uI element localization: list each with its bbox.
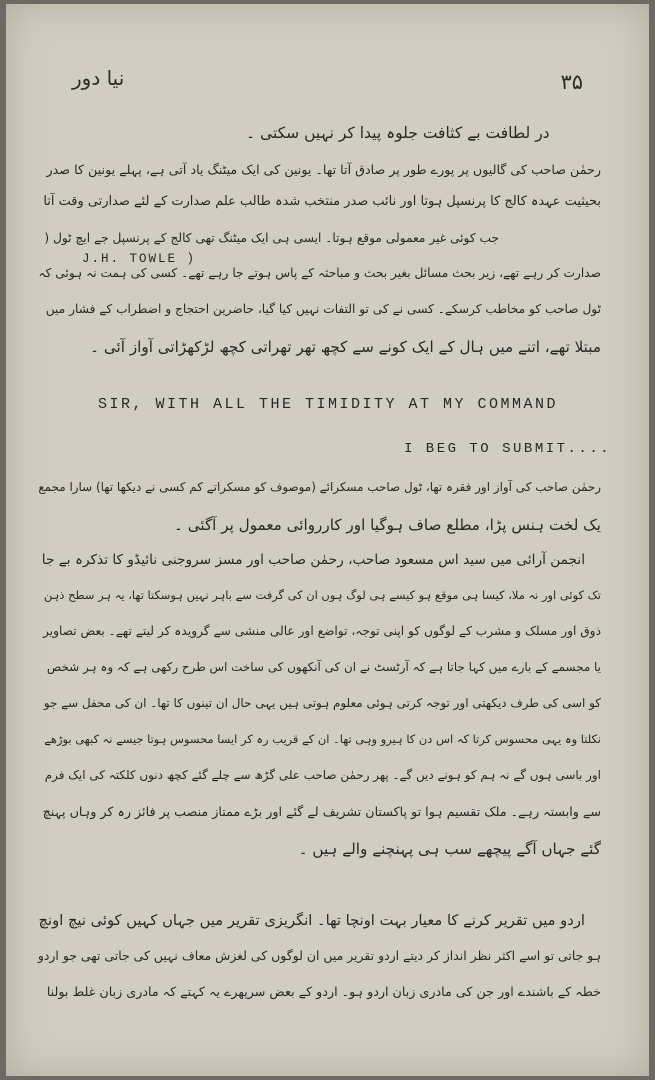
- paragraph-3-line-9: گئے جہاں آگے پیچھے سب ہی پہنچنے والے ہیں ۔: [298, 840, 601, 858]
- paragraph-1-line-5: ٹول صاحب کو مخاطب کرسکے۔ کسی نے کی تو التفات نہیں کیا گیا، حاضرین احتجاج و اضطراب کے فشار میں: [45, 302, 601, 316]
- paragraph-1-line-3: جب کوئی غیر معمولی موقع ہوتا۔ ایسی ہی ایک میٹنگ تھی کالج کے پرنسپل جے ایچ ٹول (: [44, 231, 499, 245]
- paragraph-1-line-2: بحیثیت عہدہ کالج کا پرنسپل ہوتا اور نائب صدر منتخب شدہ طالب علم صدارت کے لئے صدارتی وقت آتا: [43, 194, 601, 209]
- inline-english-name: J.H. TOWLE ): [82, 252, 197, 266]
- book-page: [6, 4, 649, 1076]
- paragraph-3-line-5: کو اسی کی طرف دیکھتی اور توجہ کرتی ہوئی معلوم ہوتی ہیں یہی حال ان تینوں کا تھا۔ ان کی محفل سے جو: [43, 696, 601, 710]
- paragraph-3-line-2: تک کوئی اور نہ ملا، کیسا ہی موقع ہو کیسے ہی لوگ ہوں ان کی گرفت سے باہر نہیں ہوسکتا تھا، یہ ہر سطح ذہن: [43, 588, 601, 602]
- english-quote-line-1: SIR, WITH ALL THE TIMIDITY AT MY COMMAND: [98, 396, 559, 413]
- paragraph-4-line-1: اردو میں تقریر کرنے کا معیار بہت اونچا تھا۔ انگریزی تقریر میں جہاں کہیں کوئی نیچ اونچ: [38, 912, 585, 929]
- paragraph-2-line-1: رحمٰن صاحب کی آواز اور فقرہ تھا، ٹول صاحب مسکرائے (موصوف کو مسکراتے کم کسی نے دیکھا تھا) سارا مجمع: [38, 480, 601, 494]
- paragraph-3-line-3: ذوق اور مسلک و مشرب کے لوگوں کو اپنی توجہ، تواضع اور عالی منشی سے گرویدہ کر لیتے تھے۔ بعض تصاویر: [42, 624, 601, 638]
- running-header-title: نیا دور: [72, 66, 125, 90]
- english-quote-line-2: I BEG TO SUBMIT....: [404, 441, 612, 457]
- paragraph-2-line-2: یک لخت ہنس پڑا، مطلع صاف ہوگیا اور کارروائی معمول پر آگئی ۔: [173, 516, 601, 534]
- paragraph-1-line-4: صدارت کر رہے تھے، زیر بحث مسائل بغیر بحث و مباحثہ کے پاس ہوتے جا رہے تھے۔ کسی کی ہمت نہ ہوئی کہ: [38, 266, 601, 280]
- paragraph-3-line-6: نکلتا وہ یہی محسوس کرتا کہ اس دن کا ہیرو وہی تھا۔ ان کے قریب رہ کر ایسا محسوس ہوتا جیسے نہ کبھی بوڑھے: [44, 732, 601, 746]
- paragraph-4-line-2: ہو جاتی تو اسے اکثر نظر انداز کر دیتے اردو تقریر میں ان لوگوں کی لغزش معاف نہیں کی جاتی تھی جو اردو: [37, 948, 601, 963]
- paragraph-1-line-1: رحمٰن صاحب کی گالیوں پر پورے طور پر صادق آتا تھا۔ یونین کی ایک میٹنگ یاد آتی ہے، پہلے یونین کا صدر: [46, 162, 601, 177]
- verse-quote: در لطافت بے کثافت جلوہ پیدا کر نہیں سکتی ۔: [246, 124, 550, 142]
- paragraph-3-line-4: یا مجسمے کے بارے میں کہا جاتا ہے کہ آرٹسٹ نے ان کی آنکھوں کی ساخت اس طرح رکھی ہے کہ وہ ہر شخص: [46, 660, 601, 674]
- paragraph-1-line-6: مبتلا تھے، اتنے میں ہال کے ایک کونے سے کچھ تھر تھراتی کچھ لڑکھڑاتی آواز آئی ۔: [90, 338, 601, 356]
- paragraph-3-line-1: انجمن آرائی میں سید اس مسعود صاحب، رحمٰن صاحب اور مسز سروجنی نائیڈو کا تذکرہ بے جا: [41, 552, 585, 568]
- paragraph-3-line-7: اور باسی ہوں گے نہ ہم کو ہونے دیں گے۔ پھر رحمٰن صاحب علی گڑھ سے چلے گئے کچھ دنوں کلکتہ کی ایک فرم: [44, 768, 601, 782]
- page-number: ۳۵: [560, 70, 583, 94]
- paragraph-4-line-3: خطہ کے باشندے اور جن کی مادری زبان اردو ہو۔ اردو کے بعض سرپھرے یہ کہتے کہ مادری زبان غلط بولنا: [46, 984, 601, 999]
- paragraph-3-line-8: سے وابستہ رہے۔ ملک تقسیم ہوا تو پاکستان تشریف لے گئے اور بڑے ممتاز منصب پر فائز رہ کر وہاں پہنچ: [42, 804, 601, 819]
